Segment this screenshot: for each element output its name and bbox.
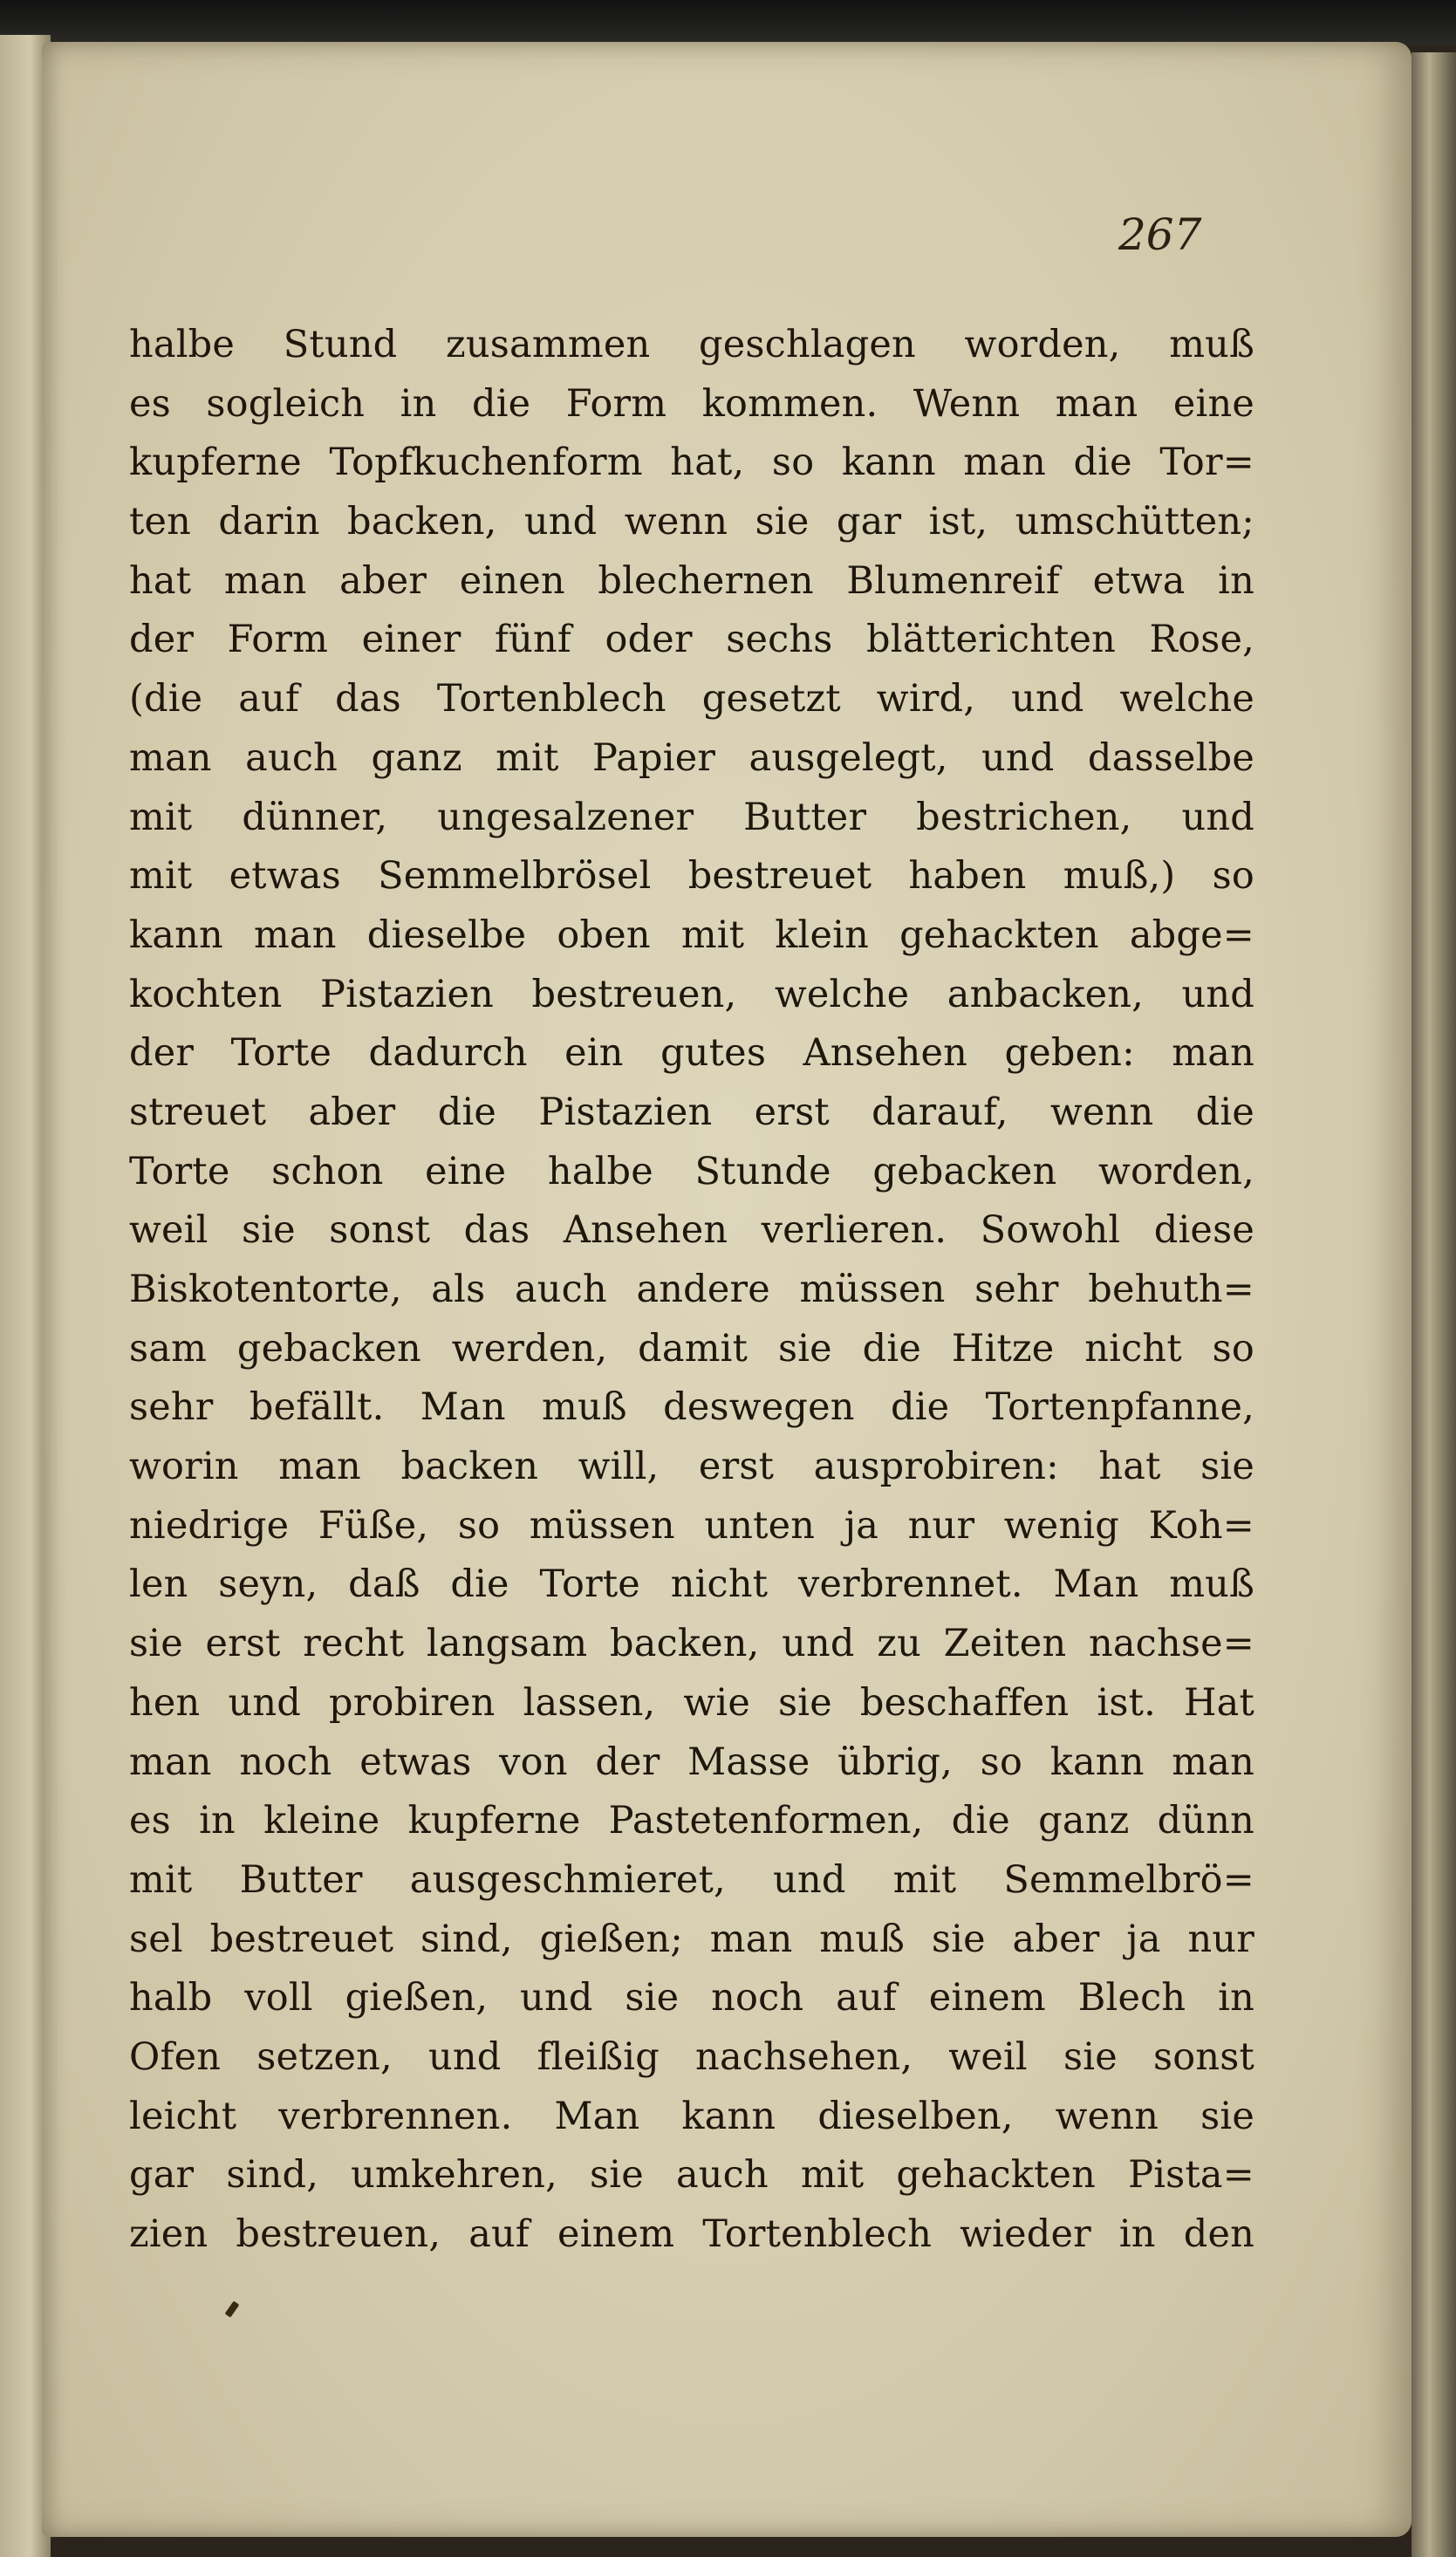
text-line: Torte schon eine halbe Stunde gebacken worden, bbox=[129, 1149, 1254, 1193]
text-line: gar sind, umkehren, sie auch mit gehackten Pista= bbox=[129, 2153, 1254, 2198]
text-line: streuet aber die Pistazien erst darauf, wenn die bbox=[129, 1090, 1254, 1134]
text-line: kupferne Topfkuchenform hat, so kann man die Tor= bbox=[129, 441, 1254, 485]
text-line: Biskotentorte, als auch andere müssen sehr behuth= bbox=[129, 1268, 1254, 1311]
text-line: kann man dieselbe oben mit klein gehackten abge= bbox=[129, 913, 1254, 957]
text-line: hen und probiren lassen, wie sie beschaffen ist. Hat bbox=[129, 1680, 1254, 1725]
text-line: ten darin backen, und wenn sie gar ist, umschütten; bbox=[129, 500, 1254, 544]
text-line: niedrige Füße, so müssen unten ja nur wenig Koh= bbox=[129, 1503, 1254, 1548]
text-line: (die auf das Tortenblech gesetzt wird, und welche bbox=[129, 677, 1254, 721]
text-line: man noch etwas von der Masse übrig, so kann man bbox=[129, 1740, 1254, 1784]
page-number: 267 bbox=[1118, 209, 1202, 260]
text-line: mit dünner, ungesalzener Butter bestrichen, und bbox=[129, 795, 1254, 839]
right-page-stack bbox=[1412, 52, 1456, 2557]
book-top-shadow bbox=[0, 0, 1456, 45]
text-line: kochten Pistazien bestreuen, welche anbacken, und bbox=[129, 972, 1254, 1016]
text-line: hat man aber einen blechernen Blumenreif etwa in bbox=[129, 558, 1254, 603]
text-line: leicht verbrennen. Man kann dieselben, wenn sie bbox=[129, 2094, 1254, 2138]
text-line: sel bestreuet sind, gießen; man muß sie aber ja nur bbox=[129, 1917, 1254, 1961]
text-line: Ofen setzen, und fleißig nachsehen, weil sie sonst bbox=[129, 2034, 1254, 2079]
text-line: sam gebacken werden, damit sie die Hitze nicht so bbox=[129, 1326, 1254, 1371]
text-line: sie erst recht langsam backen, und zu Zeiten nachse= bbox=[129, 1622, 1254, 1666]
text-line: mit Butter ausgeschmieret, und mit Semmelbrö= bbox=[129, 1857, 1254, 1902]
text-line: weil sie sonst das Ansehen verlieren. Sowohl diese bbox=[129, 1208, 1254, 1253]
text-line: es in kleine kupferne Pastetenformen, die ganz dünn bbox=[129, 1799, 1254, 1843]
text-line: sehr befällt. Man muß deswegen die Tortenpfanne, bbox=[129, 1385, 1254, 1430]
text-line: der Torte dadurch ein gutes Ansehen geben: man bbox=[129, 1031, 1254, 1076]
text-line: halb voll gießen, und sie noch auf einem Blech in bbox=[129, 1976, 1254, 2020]
text-line: der Form einer fünf oder sechs blätterichten Rose, bbox=[129, 618, 1254, 662]
text-line: mit etwas Semmelbrösel bestreuet haben muß,) so bbox=[129, 854, 1254, 899]
text-line: man auch ganz mit Papier ausgelegt, und dasselbe bbox=[129, 735, 1254, 780]
text-line: halbe Stund zusammen geschlagen worden, muß bbox=[129, 323, 1254, 366]
text-line: zien bestreuen, auf einem Tortenblech wieder in den bbox=[129, 2212, 1254, 2256]
body-text bbox=[129, 316, 1254, 2265]
text-line: worin man backen will, erst ausprobiren: hat sie bbox=[129, 1445, 1254, 1489]
text-line: es sogleich in die Form kommen. Wenn man eine bbox=[129, 381, 1254, 426]
text-line: len seyn, daß die Torte nicht verbrennet. Man muß bbox=[129, 1562, 1254, 1607]
